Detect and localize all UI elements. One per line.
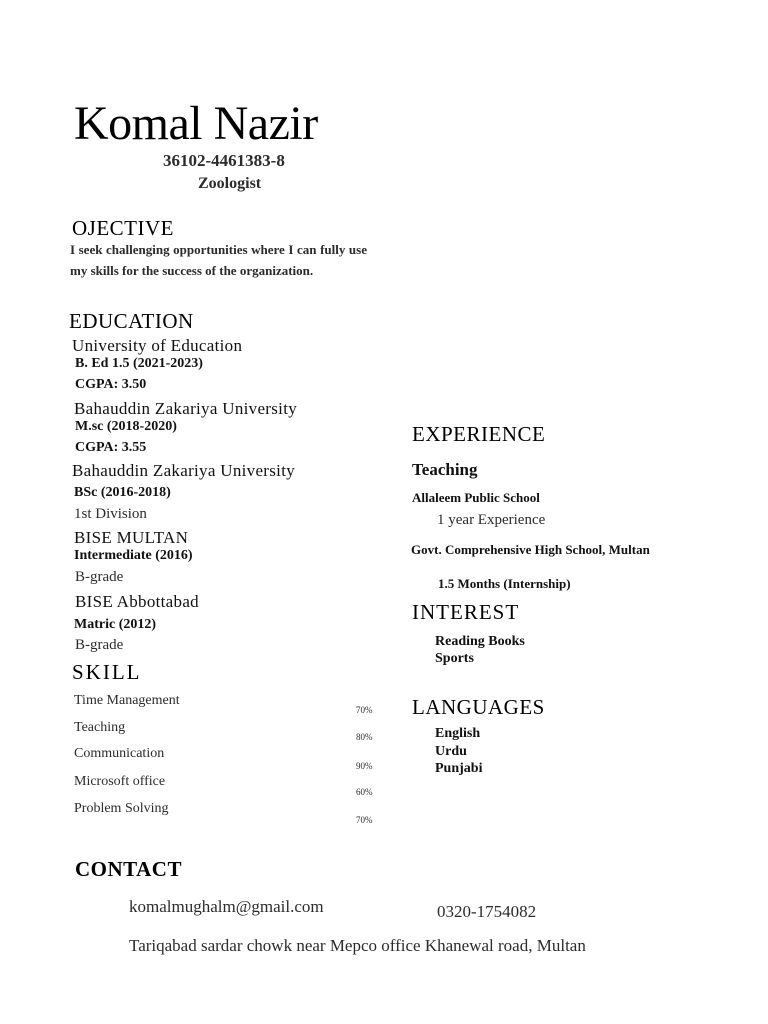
interest-item: Sports	[435, 651, 474, 666]
skill-percent: 70%	[356, 705, 373, 715]
education-heading: EDUCATION	[69, 309, 194, 333]
contact-email[interactable]: komalmughalm@gmail.com	[129, 897, 324, 916]
education-result: 1st Division	[74, 506, 147, 522]
skill-percent: 70%	[356, 815, 373, 825]
contact-phone[interactable]: 0320-1754082	[437, 902, 537, 921]
education-degree: BSc (2016-2018)	[74, 485, 171, 500]
education-institution: BISE Abbottabad	[75, 592, 199, 611]
skill-label: Communication	[74, 746, 165, 761]
language-item: English	[435, 726, 481, 741]
education-result: B-grade	[75, 569, 124, 585]
skill-label: Microsoft office	[74, 774, 166, 789]
skill-label: Time Management	[74, 693, 180, 708]
language-item: Punjabi	[435, 761, 483, 776]
languages-heading: LANGUAGES	[412, 695, 545, 719]
education-result: B-grade	[75, 637, 124, 653]
objective-text: I seek challenging opportunities where I can fully use my skills for the success of the organization.	[70, 242, 367, 278]
education-institution: Bahauddin Zakariya University	[72, 461, 296, 480]
contact-heading: CONTACT	[75, 857, 182, 881]
interest-heading: INTEREST	[412, 600, 520, 624]
skill-percent: 90%	[356, 761, 373, 771]
language-item: Urdu	[435, 744, 467, 759]
education-institution: BISE MULTAN	[74, 528, 189, 547]
experience-duration: 1 year Experience	[437, 512, 546, 528]
skill-heading: SKILL	[72, 660, 142, 684]
education-degree: M.sc (2018-2020)	[75, 419, 177, 434]
education-result: CGPA: 3.55	[75, 440, 147, 455]
experience-field: Teaching	[412, 460, 478, 479]
profession-title: Zoologist	[198, 175, 262, 192]
skill-percent: 60%	[356, 787, 373, 797]
experience-duration: 1.5 Months (Internship)	[438, 576, 571, 591]
experience-organization: Allaleem Public School	[412, 490, 540, 505]
skill-label: Problem Solving	[74, 801, 169, 816]
cnic-number: 36102-4461383-8	[163, 151, 285, 170]
education-degree: Matric (2012)	[74, 617, 157, 632]
candidate-name: Komal Nazir	[74, 97, 318, 150]
experience-organization: Govt. Comprehensive High School, Multan	[411, 542, 650, 557]
contact-address: Tariqabad sardar chowk near Mepco office Khanewal road, Multan	[129, 936, 586, 955]
skill-label: Teaching	[74, 720, 126, 735]
education-result: CGPA: 3.50	[75, 377, 147, 392]
education-institution: University of Education	[72, 336, 243, 355]
education-institution: Bahauddin Zakariya University	[74, 399, 298, 418]
skill-percent: 80%	[356, 732, 373, 742]
interest-item: Reading Books	[435, 634, 525, 649]
education-degree: B. Ed 1.5 (2021-2023)	[75, 356, 203, 371]
experience-heading: EXPERIENCE	[412, 422, 546, 446]
education-degree: Intermediate (2016)	[74, 548, 193, 563]
objective-heading: OJECTIVE	[72, 216, 174, 240]
